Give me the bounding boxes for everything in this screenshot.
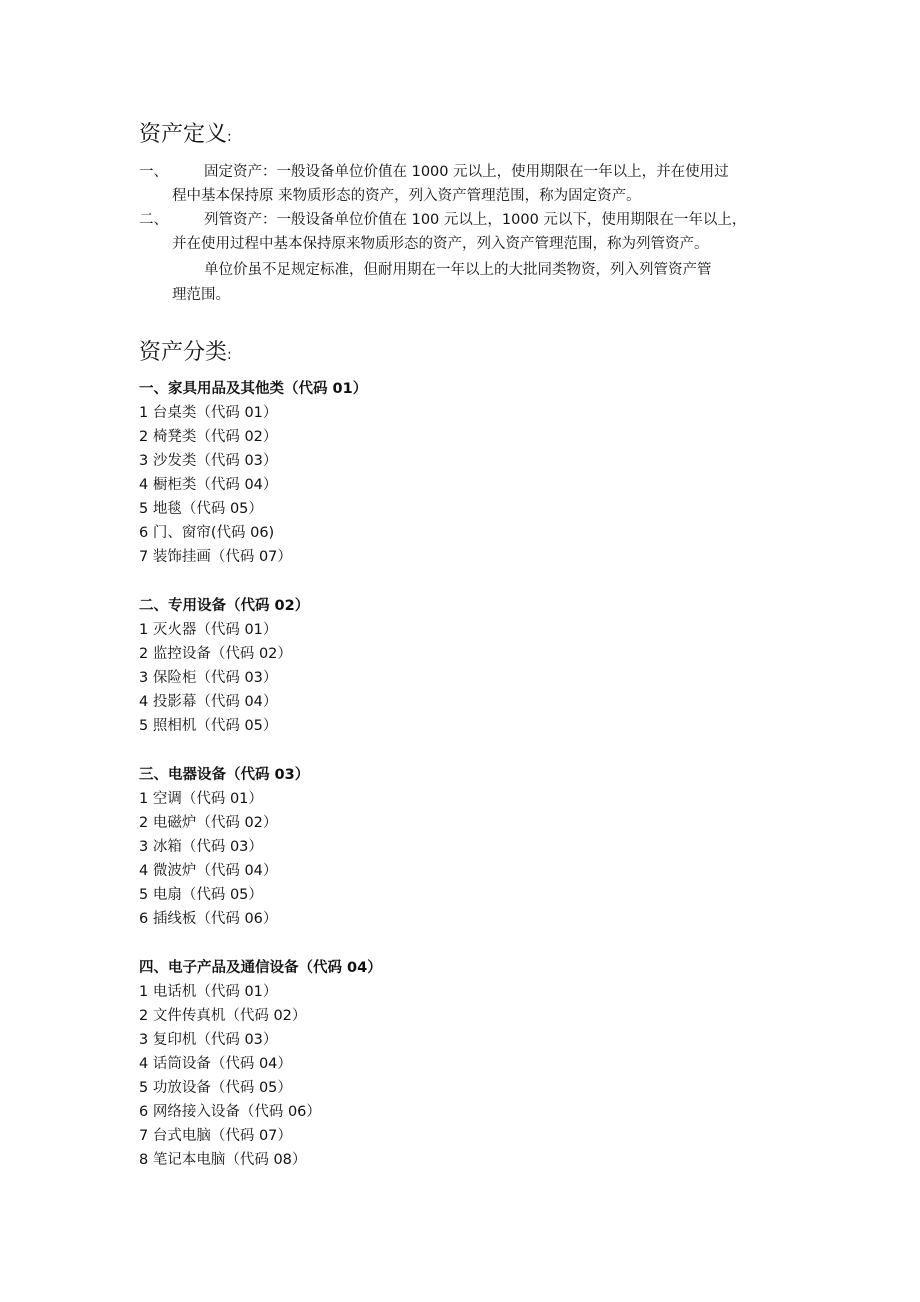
list-item: 1 台桌类（代码 01） [139,405,278,421]
definition-item-2-line2: 并在使用过程中基本保持原来物质形态的资产，列入资产管理范围，称为列管资产。 [172,236,709,252]
list-item: 2 电磁炉（代码 02） [139,815,278,831]
list-item: 6 门、窗帘(代码 06) [139,525,275,541]
list-item: 6 插线板（代码 06） [139,911,278,927]
list-item: 1 空调（代码 01） [139,791,263,807]
category-title: 一、家具用品及其他类（代码 01） [139,381,368,397]
category-title: 三、电器设备（代码 03） [139,767,310,783]
definition-note-line2: 理范围。 [172,287,230,303]
list-item: 8 笔记本电脑（代码 08） [139,1152,307,1168]
classification-heading: 资产分类: [139,340,232,365]
list-item: 5 电扇（代码 05） [139,887,263,903]
list-item: 5 地毯（代码 05） [139,501,263,517]
definition-item-1-number: 一、 [139,164,168,180]
list-item: 1 电话机（代码 01） [139,984,278,1000]
list-item: 3 保险柜（代码 03） [139,670,278,686]
list-item: 5 功放设备（代码 05） [139,1080,292,1096]
list-item: 7 台式电脑（代码 07） [139,1128,292,1144]
list-item: 4 话筒设备（代码 04） [139,1056,292,1072]
list-item: 3 沙发类（代码 03） [139,453,278,469]
category-title: 四、电子产品及通信设备（代码 04） [139,960,382,976]
list-item: 4 投影幕（代码 04） [139,694,278,710]
list-item: 3 冰箱（代码 03） [139,839,263,855]
list-item: 4 微波炉（代码 04） [139,863,278,879]
list-item: 2 监控设备（代码 02） [139,646,292,662]
definition-item-2-number: 二、 [139,212,168,228]
list-item: 3 复印机（代码 03） [139,1032,278,1048]
list-item: 6 网络接入设备（代码 06） [139,1104,321,1120]
list-item: 2 椅凳类（代码 02） [139,429,278,445]
category-title: 二、专用设备（代码 02） [139,598,310,614]
definition-item-2-line1: 列管资产：一般设备单位价值在 100 元以上，1000 元以下，使用期限在一年以上， [204,212,747,228]
list-item: 4 橱柜类（代码 04） [139,477,278,493]
list-item: 2 文件传真机（代码 02） [139,1008,307,1024]
list-item: 1 灭火器（代码 01） [139,622,278,638]
list-item: 5 照相机（代码 05） [139,718,278,734]
definition-item-1-line2: 程中基本保持原 来物质形态的资产，列入资产管理范围，称为固定资产。 [172,188,641,204]
definition-heading: 资产定义: [139,122,232,147]
list-item: 7 装饰挂画（代码 07） [139,549,292,565]
definition-note-line1: 单位价虽不足规定标准，但耐用期在一年以上的大批同类物资，列入列管资产管 [204,262,712,278]
definition-item-1-line1: 固定资产：一般设备单位价值在 1000 元以上，使用期限在一年以上，并在使用过 [204,164,729,180]
